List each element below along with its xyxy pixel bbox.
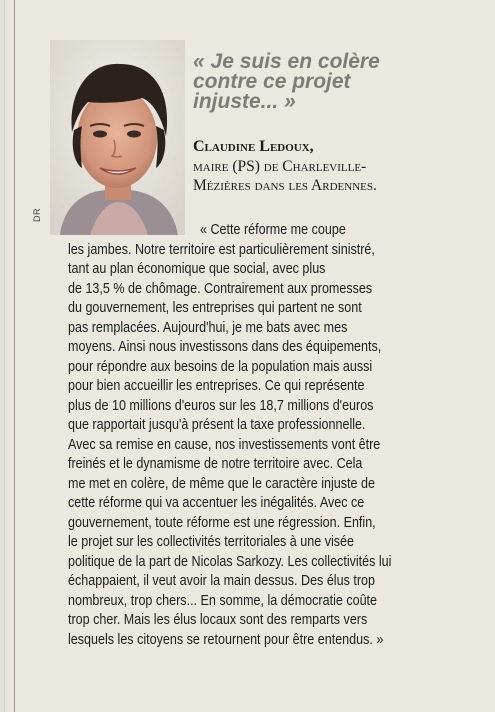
body-line: pas remplacées. Aujourd'hui, je me bats avec mes — [68, 320, 348, 336]
body-line: de 13,5 % de chômage. Contrairement aux promesses — [68, 281, 373, 297]
body-line: politique de la part de Nicolas Sarkozy. Les collectivités lui — [68, 554, 392, 570]
body-line: pour bien accueillir les entreprises. Ce qui représente — [68, 378, 365, 394]
body-line: Avec sa remise en cause, nos investissements vont être — [68, 437, 381, 453]
body-line: freinés et le dynamisme de notre territoire avec. Cela — [68, 456, 363, 472]
body-line: nombreux, trop chers... En somme, la démocratie coûte — [68, 593, 378, 609]
body-line: le projet sur les collectivités territoriales à une visée — [68, 534, 355, 550]
author-role: maire (PS) de Charleville- Mézières dans les Ardennes. — [193, 158, 377, 194]
body-line: pour répondre aux besoins de la population mais aussi — [68, 359, 373, 375]
body-line: trop cher. Mais les élus locaux sont des remparts vers — [68, 612, 368, 628]
author-name: Claudine Ledoux, — [193, 138, 314, 155]
body-line: du gouvernement, les entreprises qui partent ne sont — [68, 300, 362, 316]
body-line: me met en colère, de même que le caractère injuste de — [68, 476, 375, 492]
body-line: échappaient, il veut avoir la main dessus. Des élus trop — [68, 573, 375, 589]
body-line: moyens. Ainsi nous investissons dans des équipements, — [68, 339, 382, 355]
body-line: « Cette réforme me coupe — [200, 222, 346, 238]
body-line: cette réforme qui va accentuer les inégalités. Avec ce — [68, 495, 365, 511]
body-line: que rapportait jusqu'à présent la taxe professionnelle. — [68, 417, 366, 433]
body-line: les jambes. Notre territoire est particulièrement sinistré, — [68, 242, 375, 258]
photo-credit: DR — [32, 208, 42, 222]
body-line: gouvernement, toute réforme est une régression. Enfin, — [68, 515, 376, 531]
body-line: lesquels les citoyens se retournent pour être entendus. » — [68, 632, 384, 648]
body-line: tant au plan économique que social, avec plus — [68, 261, 326, 277]
body-line: plus de 10 millions d'euros sur les 18,7 millions d'euros — [68, 398, 374, 414]
quote-headline: « Je suis en colère contre ce projet injuste... » — [193, 50, 380, 113]
